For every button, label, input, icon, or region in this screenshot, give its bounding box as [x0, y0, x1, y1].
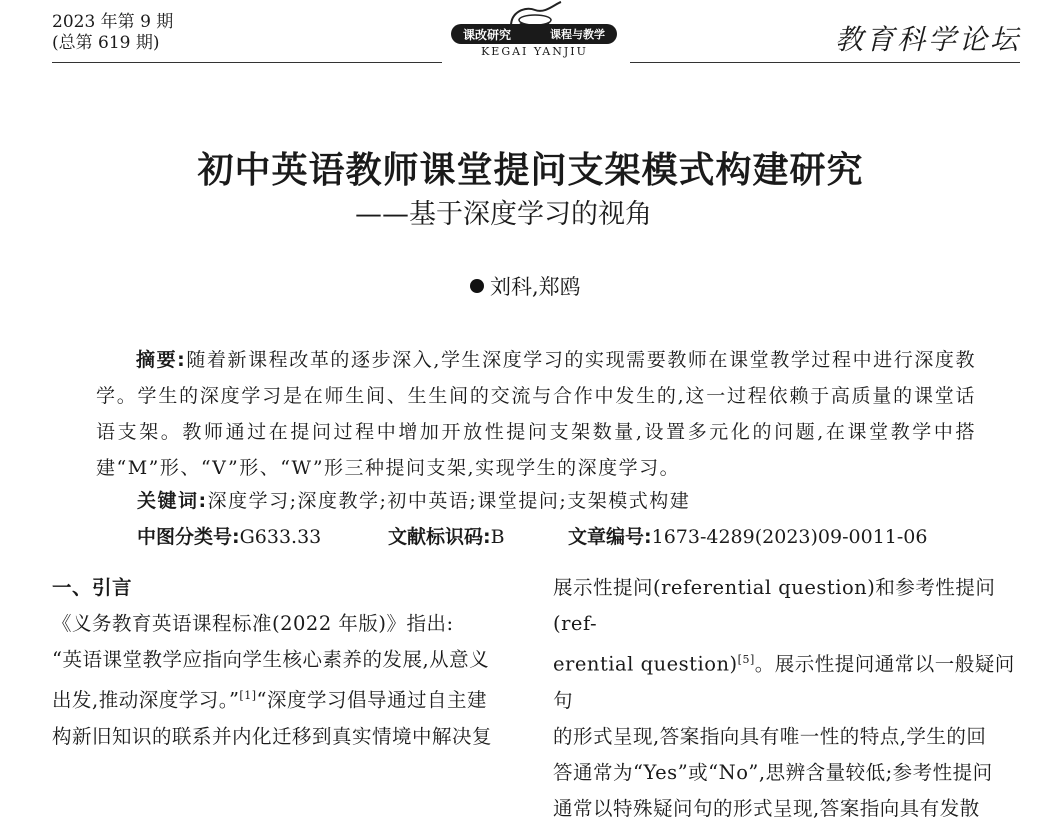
body-line: 通常以特殊疑问句的形式呈现,答案指向具有发散: [553, 796, 980, 820]
body-line: “英语课堂教学应指向学生核心素养的发展,从意义: [52, 648, 490, 671]
journal-logo: [447, 0, 622, 62]
body-line: 答通常为“Yes”或“No”,思辨含量较低;参考性提问: [553, 760, 993, 784]
authors-text: 刘科,郑鸥: [490, 275, 581, 299]
body-line: 的形式呈现,答案指向具有唯一性的特点,学生的回: [553, 724, 987, 748]
citation-ref: [1]: [239, 689, 257, 702]
citation-ref: [5]: [737, 653, 755, 666]
abstract-text: 随着新课程改革的逐步深入,学生深度学习的实现需要教师在课堂教学过程中进行深度教学。学生的深度学习是在师生间、生生间的交流与合作中发生的,这一过程依赖于高质量的课堂话语支架。教师通过在提问过程中增加开放性提问支架数量,设置多元化的问题,在课堂教学中搭建“M”形、“V”形、“W”形三种提问支架,实现学生的深度学习。: [96, 349, 976, 479]
clc-number: [137, 522, 321, 549]
bullet-icon: [470, 279, 484, 293]
clc-label: 中图分类号:: [137, 526, 240, 548]
article-number: [568, 522, 927, 549]
article-number-value: 1673-4289(2023)09-0011-06: [651, 526, 928, 548]
logo-left-text: 课改研究: [463, 28, 512, 42]
keywords-text: 深度学习;深度教学;初中英语;课堂提问;支架模式构建: [207, 490, 691, 512]
clc-value: G633.33: [239, 526, 322, 548]
keywords-label: 关键词:: [137, 490, 208, 512]
body-line: erential question)[5]。展示性提问通常以一般疑问句: [553, 652, 1015, 712]
body-right-column: [553, 570, 1023, 827]
body-line: 展示性提问(referential question)和参考性提问(ref-: [553, 576, 996, 635]
article-title: 初中英语教师课堂提问支架模式构建研究: [197, 150, 864, 191]
header-rule-left: [52, 62, 442, 63]
logo-right-text: 课程与教学: [550, 28, 605, 41]
article-number-label: 文章编号:: [568, 526, 652, 548]
body-left-column: [52, 570, 517, 755]
doc-code-label: 文献标识码:: [388, 526, 491, 548]
journal-name: 教育科学论坛: [834, 23, 1021, 56]
article-authors: [470, 271, 581, 301]
issue-number: 2023 年第 9 期: [52, 12, 174, 32]
abstract-label: 摘要:: [136, 349, 187, 371]
body-line: 出发,推动深度学习。”[1]“深度学习倡导通过自主建: [52, 688, 487, 712]
document-code: [388, 522, 505, 549]
doc-code-value: B: [490, 526, 505, 548]
logo-english-text: KEGAI YANJIU: [481, 45, 588, 58]
logo-badge: [451, 24, 617, 44]
issue-info: [52, 12, 173, 54]
body-line: 构新旧知识的联系并内化迁移到真实情境中解决复: [52, 724, 493, 748]
header-rule-right: [630, 62, 1020, 63]
abstract: [96, 342, 976, 486]
body-line: 《义务教育英语课程标准(2022 年版)》指出:: [52, 612, 454, 635]
issue-total: (总第 619 期): [52, 33, 160, 53]
article-subtitle: ——基于深度学习的视角: [355, 199, 652, 230]
keywords: [137, 486, 690, 513]
section-heading: 一、引言: [52, 576, 133, 599]
